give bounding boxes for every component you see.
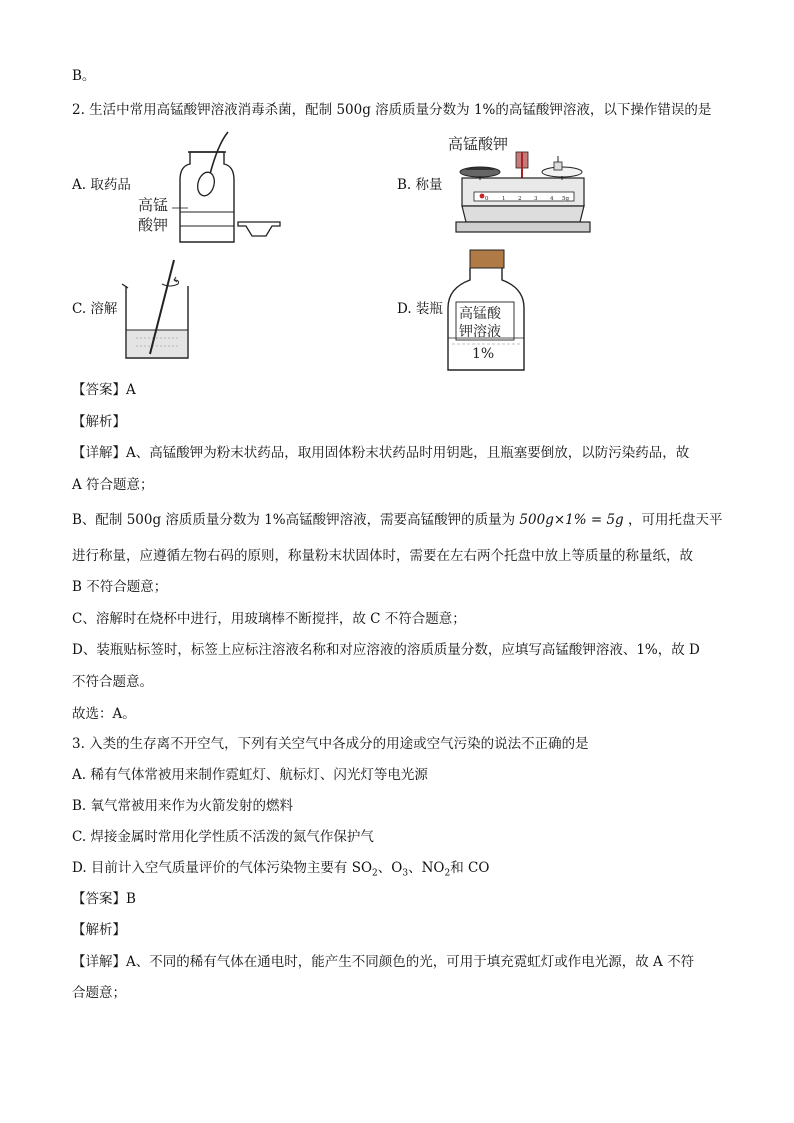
q2-detail-c: C、溶解时在烧杯中进行，用玻璃棒不断搅拌，故 C 不符合题意； xyxy=(72,611,466,627)
q3-option-d-mid-1: 、O xyxy=(377,860,403,876)
q3-option-d-mid-2: 、NO xyxy=(408,860,445,876)
q3-option-b: B. 氧气常被用来作为火箭发射的燃料 xyxy=(72,798,294,814)
scale-tick-3: 3 xyxy=(534,196,538,202)
scale-tick-1: 1 xyxy=(502,196,506,202)
scale-tick-5: 5g xyxy=(562,196,570,202)
q3-option-d xyxy=(72,859,489,883)
q2-detail-a-line-2: A 符合题意； xyxy=(72,477,154,493)
previous-answer-tail: B。 xyxy=(72,68,96,84)
q2-detail-b-line-3: B 不符合题意； xyxy=(72,579,168,595)
figure-b-top-label: 高锰酸钾 xyxy=(448,135,509,153)
q2-analysis-heading: 【解析】 xyxy=(72,414,126,430)
option-b-label: B. 称量 xyxy=(397,177,443,193)
q3-detail-line-1: 【详解】A、不同的稀有气体在通电时，能产生不同颜色的光，可用于填充霓虹灯或作电光源，故 A 不符 xyxy=(72,954,695,970)
option-c-label: C. 溶解 xyxy=(72,301,118,317)
q3-option-d-sub-2: 3 xyxy=(402,868,409,879)
figure-d-labeled-bottle xyxy=(440,248,530,374)
q2-detail-d-line-1: D、装瓶贴标签时，标签上应标注溶液名称和对应溶液的溶质质量分数，应填写高锰酸钾溶液、1%，故 D xyxy=(72,642,700,658)
scale-tick-4: 4 xyxy=(550,196,554,202)
q2-answer: 【答案】A xyxy=(72,382,136,398)
figure-c-beaker xyxy=(118,258,198,364)
q2-detail-b-post: ，可用托盘天平 xyxy=(627,512,723,528)
scale-tick-2: 2 xyxy=(518,196,522,202)
figure-d-label-1: 高锰酸 xyxy=(459,306,501,322)
q2-detail-b-line-2: 进行称量，应遵循左物右码的原则，称量粉末状固体时，需要在左右两个托盘中放上等质量的称量纸，故 xyxy=(72,548,693,564)
option-d-label: D. 装瓶 xyxy=(397,301,443,317)
q3-detail-line-2: 合题意； xyxy=(72,985,126,1001)
q2-detail-b-pre: B、配制 500g 溶质质量分数为 1%高锰酸钾溶液，需要高锰酸钾的质量为 xyxy=(72,512,516,528)
figure-d-label-2: 钾溶液 xyxy=(459,324,501,340)
q3-option-d-pre: D. 目前计入空气质量评价的气体污染物主要有 SO xyxy=(72,860,373,876)
q2-detail-b-formula: 500g×1% = 5g xyxy=(519,512,624,528)
q2-detail-d-line-2: 不符合题意。 xyxy=(72,674,153,690)
figure-a-label-2: 酸钾 xyxy=(138,216,169,234)
figure-a-label-1: 高锰 xyxy=(138,196,169,214)
question-2-stem: 2. 生活中常用高锰酸钾溶液消毒杀菌，配制 500g 溶质质量分数为 1%的高锰酸钾溶液，以下操作错误的是 xyxy=(72,102,712,118)
q3-option-d-post: 和 CO xyxy=(450,860,490,876)
q2-detail-a-line-1: 【详解】A、高锰酸钾为粉末状药品，取用固体粉末状药品时用钥匙，且瓶塞要倒放，以防污染药品，故 xyxy=(72,445,690,461)
figure-d-label-3: 1% xyxy=(472,346,495,362)
q3-option-a: A. 稀有气体常被用来制作霓虹灯、航标灯、闪光灯等电光源 xyxy=(72,767,428,783)
question-3-stem: 3. 入类的生存离不开空气，下列有关空气中各成分的用途或空气污染的说法不正确的是 xyxy=(72,736,589,752)
figure-a-reagent-bottle xyxy=(130,130,290,245)
q3-option-d-sub-3: 2 xyxy=(444,868,451,879)
option-a-label: A. 取药品 xyxy=(72,177,131,193)
q3-option-c: C. 焊接金属时常用化学性质不活泼的氮气作保护气 xyxy=(72,829,374,845)
q3-analysis-heading: 【解析】 xyxy=(72,922,126,938)
q2-detail-b-line-1 xyxy=(72,511,722,529)
scale-tick-0: 0 xyxy=(485,196,489,202)
q3-option-d-sub-1: 2 xyxy=(372,868,378,879)
q3-answer: 【答案】B xyxy=(72,891,136,907)
figure-b-balance xyxy=(448,130,598,240)
q2-conclusion: 故选：A。 xyxy=(72,706,136,722)
